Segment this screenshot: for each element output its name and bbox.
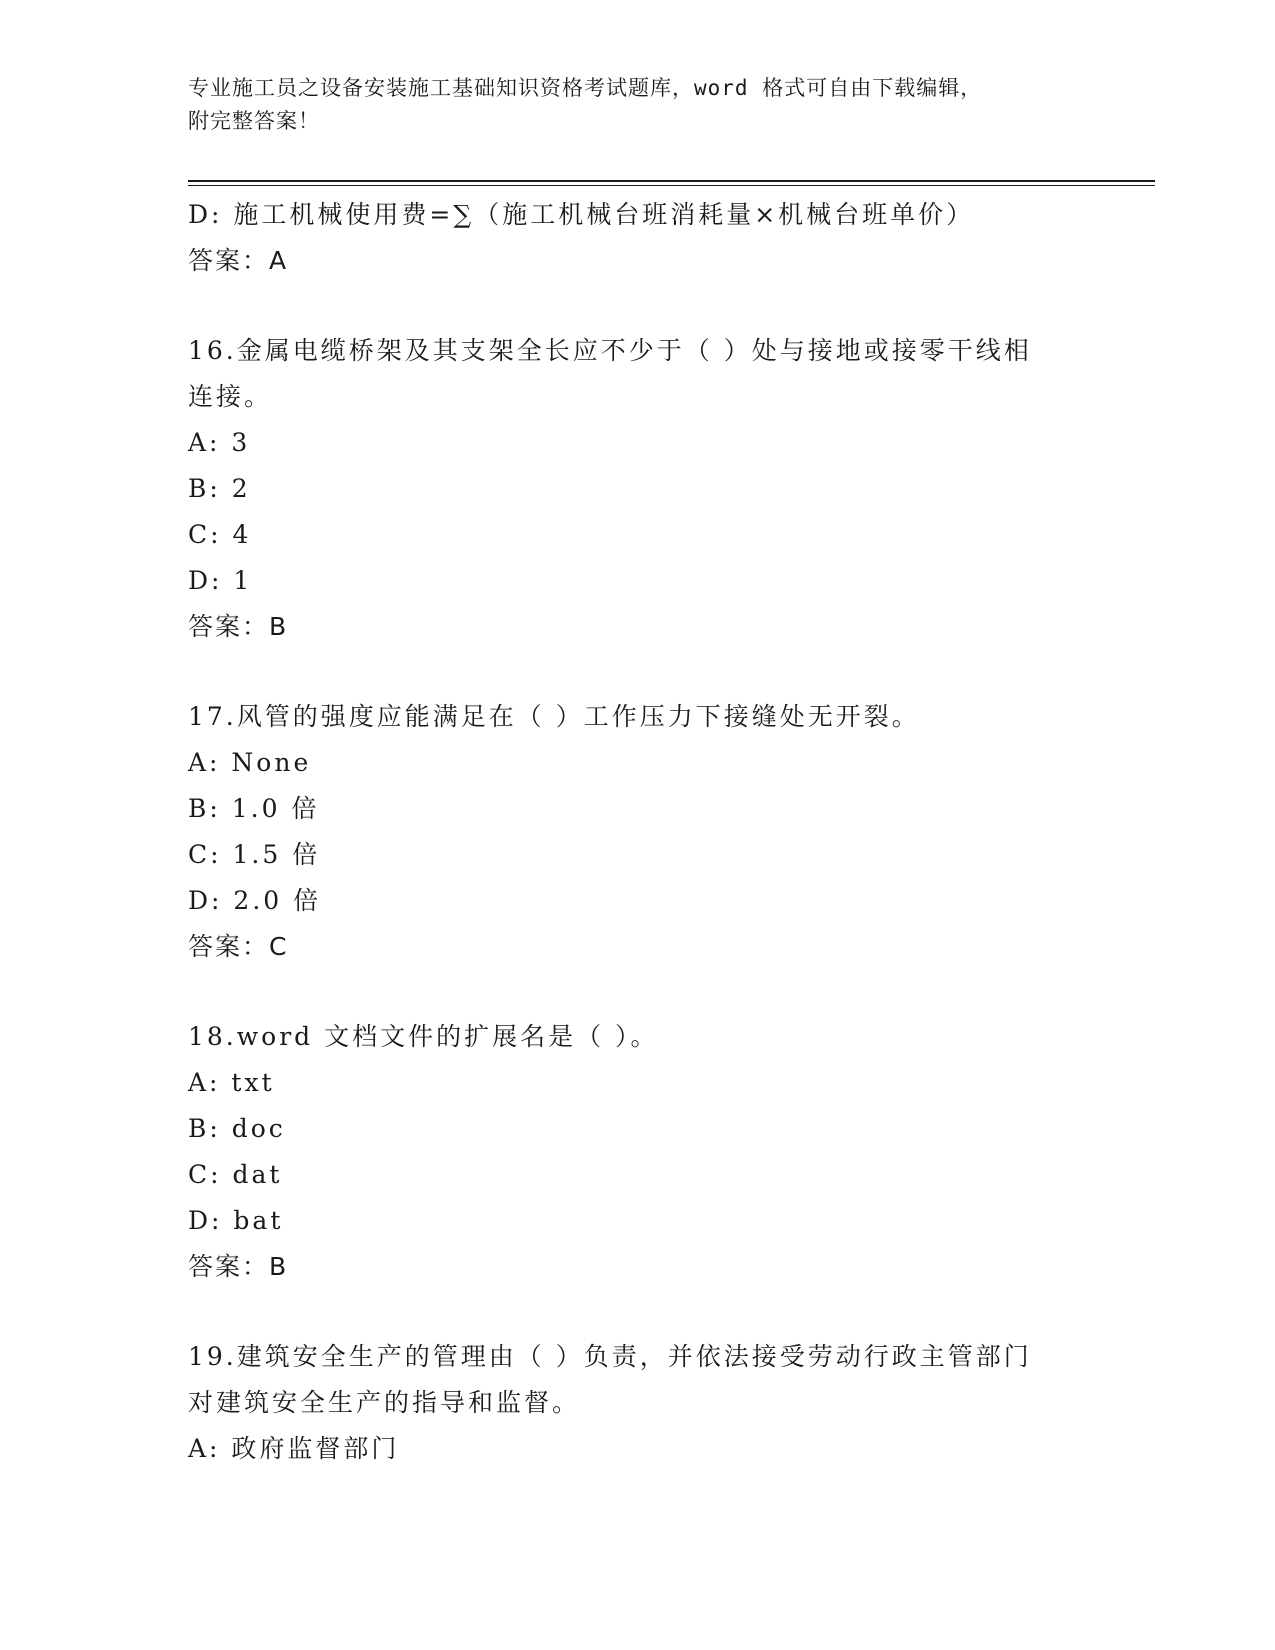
answer-line: 答案：A bbox=[188, 246, 289, 275]
header-line-2: 附完整答案！ bbox=[188, 109, 320, 133]
option-d: D: 施工机械使用费=∑（施工机械台班消耗量×机械台班单价） bbox=[188, 200, 975, 229]
question-stem-line-2: 连接。 bbox=[188, 382, 273, 411]
carryover-block bbox=[188, 192, 1068, 284]
option-d: D: bat bbox=[188, 1206, 284, 1235]
option-d: D: 2.0 倍 bbox=[188, 886, 322, 915]
question-18 bbox=[188, 1014, 1068, 1290]
question-17 bbox=[188, 694, 1068, 970]
option-c: C: 1.5 倍 bbox=[188, 840, 321, 869]
header-divider bbox=[188, 180, 1155, 186]
option-a: A: 3 bbox=[188, 428, 251, 457]
header-line-1: 专业施工员之设备安装施工基础知识资格考试题库，word 格式可自由下载编辑， bbox=[188, 76, 983, 100]
question-stem-line-1: 18.word 文档文件的扩展名是（ ）。 bbox=[188, 1022, 659, 1051]
question-stem-line-1: 16.金属电缆桥架及其支架全长应不少于（ ）处与接地或接零干线相 bbox=[188, 336, 1032, 365]
option-d: D: 1 bbox=[188, 566, 253, 595]
option-b: B: doc bbox=[188, 1114, 286, 1143]
question-stem-line-2: 对建筑安全生产的指导和监督。 bbox=[188, 1388, 581, 1417]
option-a: A: 政府监督部门 bbox=[188, 1434, 400, 1463]
answer-line: 答案：C bbox=[188, 932, 289, 961]
option-a: A: txt bbox=[188, 1068, 275, 1097]
option-c: C: dat bbox=[188, 1160, 283, 1189]
option-b: B: 1.0 倍 bbox=[188, 794, 320, 823]
option-b: B: 2 bbox=[188, 474, 251, 503]
answer-line: 答案：B bbox=[188, 612, 289, 641]
question-stem-line-1: 19.建筑安全生产的管理由（ ）负责，并依法接受劳动行政主管部门 bbox=[188, 1342, 1032, 1371]
question-stem-line-1: 17.风管的强度应能满足在（ ）工作压力下接缝处无开裂。 bbox=[188, 702, 920, 731]
answer-line: 答案：B bbox=[188, 1252, 289, 1281]
question-list bbox=[188, 192, 1068, 1472]
option-a: A: None bbox=[188, 748, 312, 777]
document-header bbox=[188, 72, 1068, 138]
question-19 bbox=[188, 1334, 1068, 1472]
question-16 bbox=[188, 328, 1068, 650]
option-c: C: 4 bbox=[188, 520, 252, 549]
